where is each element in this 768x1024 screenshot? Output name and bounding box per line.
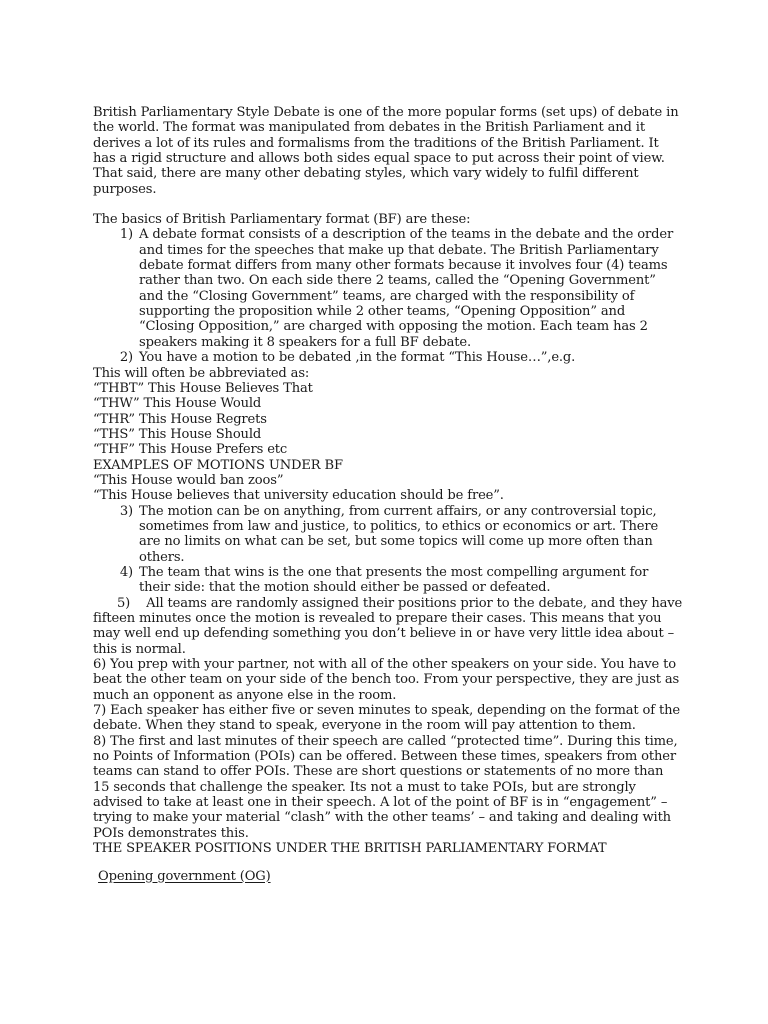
paragraph-7: 7) Each speaker has either five or seven minutes to speak, depending on the format of the debate. When they stand to speak, everyone in the room will pay attention to them. bbox=[93, 703, 680, 734]
abbrev-intro: This will often be abbreviated as: bbox=[93, 365, 310, 381]
list-text: The motion can be on anything, from current affairs, or any controversial topic, sometimes from law and justice, to politics, to ethics or economics or art. There are no limits on what can be set, but some topics will come up more often than others. bbox=[139, 503, 659, 565]
list-number: 5) bbox=[117, 595, 131, 611]
abbreviation-line: “THR” This House Regrets bbox=[93, 411, 267, 427]
list-item-5 bbox=[93, 596, 683, 657]
section-heading: THE SPEAKER POSITIONS UNDER THE BRITISH PARLIAMENTARY FORMAT bbox=[93, 841, 607, 857]
list-item bbox=[93, 350, 683, 365]
abbreviation-line: “THS” This House Should bbox=[93, 426, 262, 442]
subsection-heading: Opening government (OG) bbox=[98, 868, 271, 884]
examples-heading: EXAMPLES OF MOTIONS UNDER BF bbox=[93, 457, 343, 473]
list-number: 3) bbox=[119, 503, 133, 519]
basics-heading: The basics of British Parliamentary format (BF) are these: bbox=[93, 212, 471, 228]
list-number: 4) bbox=[119, 564, 133, 580]
paragraph-6: 6) You prep with your partner, not with all of the other speakers on your side. You have to beat the other team on your side of the bench too. From your perspective, they are just as much an opponent as anyone else in the room. bbox=[93, 657, 680, 703]
list-text: All teams are randomly assigned their positions prior to the debate, and they have fifteen minutes once the motion is revealed to prepare their cases. This means that you may well end up defending something you don’t believe in or have very little idea about – this is normal. bbox=[93, 595, 683, 657]
list-item bbox=[93, 504, 683, 565]
list-item bbox=[93, 565, 683, 596]
example-motion: “This House believes that university education should be free”. bbox=[93, 488, 504, 504]
intro-paragraph: British Parliamentary Style Debate is one of the more popular forms (set ups) of debate in the world. The format was manipulated from debates in the British Parliament and it derives a lot of its rules and formalisms from the traditions of the British Parliament. It has a rigid structure and allows both sides equal space to put across their point of view. That said, there are many other debating styles, which vary widely to fulfil different purposes. bbox=[93, 105, 679, 197]
example-motion: “This House would ban zoos” bbox=[93, 472, 284, 488]
list-text: You have a motion to be debated ,in the format “This House…”,e.g. bbox=[139, 350, 576, 366]
list-number: 1) bbox=[119, 227, 133, 243]
document-body bbox=[93, 105, 683, 884]
abbreviation-line: “THW” This House Would bbox=[93, 396, 262, 412]
list-number: 2) bbox=[119, 350, 133, 366]
list-text: A debate format consists of a description of the teams in the debate and the order and times for the speeches that make up that debate. The British Parliamentary debate format differs from many other formats because it involves four (4) teams rather than two. On each side there 2 teams, called the “Opening Government” and the “Closing Government” teams, are charged with the responsibility of supporting the proposition while 2 other teams, “Opening Opposition” and “Closing Opposition,” are charged with opposing the motion. Each team has 2 speakers making it 8 speakers for a full BF debate. bbox=[139, 227, 674, 350]
list-text: The team that wins is the one that presents the most compelling argument for their side: that the motion should either be passed or defeated. bbox=[139, 564, 649, 596]
list-item bbox=[93, 227, 683, 350]
abbreviation-line: “THBT” This House Believes That bbox=[93, 380, 313, 396]
paragraph-8: 8) The first and last minutes of their speech are called “protected time”. During this time, no Points of Information (POIs) can be offered. Between these times, speakers from other teams can stand to offer POIs. These are short questions or statements of no more than 15 seconds that challenge the speaker. Its not a must to take POIs, but are strongly advised to take at least one in their speech. A lot of the point of BF is in “engagement” –trying to make your material “clash” with the other teams’ – and taking and dealing with POIs demonstrates this. bbox=[93, 733, 678, 841]
abbreviation-line: “THF” This House Prefers etc bbox=[93, 442, 288, 458]
